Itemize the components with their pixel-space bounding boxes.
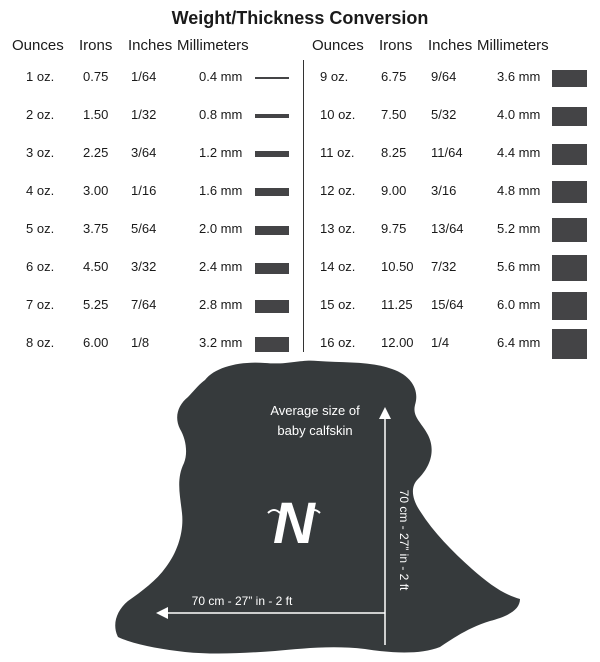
width-label: 70 cm - 27” in - 2 ft	[191, 594, 293, 608]
row-2-irons: 1.50	[83, 107, 109, 122]
row-15-mm: 6.0 mm	[497, 297, 541, 312]
row-3-oz: 3 oz.	[26, 145, 55, 160]
row-14-inches: 7/32	[431, 259, 457, 274]
thickness-bar-row-6	[255, 263, 289, 274]
row-13-inches: 13/64	[431, 221, 464, 236]
row-10-mm: 4.0 mm	[497, 107, 541, 122]
row-10-oz: 10 oz.	[320, 107, 356, 122]
column-divider	[303, 60, 304, 352]
row-1-inches: 1/64	[131, 69, 157, 84]
row-3-mm: 1.2 mm	[199, 145, 243, 160]
row-11-inches: 11/64	[431, 145, 463, 160]
row-5-oz: 5 oz.	[26, 221, 55, 236]
row-16-inches: 1/4	[431, 335, 450, 350]
row-16-irons: 12.00	[381, 335, 414, 350]
row-11-mm: 4.4 mm	[497, 145, 541, 160]
hide-caption-line1: Average size of	[270, 403, 360, 418]
header-inches-right: Inches	[428, 37, 473, 54]
row-13-irons: 9.75	[381, 221, 407, 236]
row-7-oz: 7 oz.	[26, 297, 55, 312]
row-16-mm: 6.4 mm	[497, 335, 541, 350]
row-15-oz: 15 oz.	[320, 297, 356, 312]
row-1-oz: 1 oz.	[26, 69, 55, 84]
row-7-irons: 5.25	[83, 297, 109, 312]
thickness-bar-row-15	[552, 292, 587, 320]
row-4-oz: 4 oz.	[26, 183, 55, 198]
row-1-mm: 0.4 mm	[199, 69, 243, 84]
row-2-oz: 2 oz.	[26, 107, 55, 122]
header-irons-left: Irons	[79, 37, 113, 54]
thickness-bar-row-10	[552, 107, 587, 126]
row-11-oz: 11 oz.	[320, 145, 355, 160]
header-irons-right: Irons	[379, 37, 413, 54]
row-8-irons: 6.00	[83, 335, 109, 350]
row-13-mm: 5.2 mm	[497, 221, 541, 236]
thickness-bar-row-14	[552, 255, 587, 281]
height-label: 70 cm - 27” in - 2 ft	[397, 489, 411, 591]
calfskin-svg	[0, 355, 600, 657]
thickness-bar-row-1	[255, 77, 289, 79]
thickness-bar-row-12	[552, 181, 587, 203]
brand-logo-letter: N	[273, 491, 315, 556]
thickness-bar-row-4	[255, 188, 289, 196]
row-11-irons: 8.25	[381, 145, 407, 160]
row-8-oz: 8 oz.	[26, 335, 55, 350]
row-5-mm: 2.0 mm	[199, 221, 243, 236]
row-10-inches: 5/32	[431, 107, 457, 122]
row-9-mm: 3.6 mm	[497, 69, 541, 84]
row-9-inches: 9/64	[431, 69, 457, 84]
row-6-mm: 2.4 mm	[199, 259, 243, 274]
row-14-oz: 14 oz.	[320, 259, 356, 274]
row-12-oz: 12 oz.	[320, 183, 356, 198]
row-15-inches: 15/64	[431, 297, 464, 312]
thickness-bar-row-3	[255, 151, 289, 157]
page-title: Weight/Thickness Conversion	[171, 8, 429, 28]
row-13-oz: 13 oz.	[320, 221, 356, 236]
hide-caption-line2: baby calfskin	[277, 423, 353, 438]
thickness-bar-row-13	[552, 218, 587, 242]
header-ounces-right: Ounces	[312, 37, 364, 54]
row-6-irons: 4.50	[83, 259, 109, 274]
thickness-bar-row-5	[255, 226, 289, 235]
thickness-bar-row-11	[552, 144, 587, 165]
row-4-mm: 1.6 mm	[199, 183, 243, 198]
brand-logo-icon	[268, 491, 320, 556]
row-14-mm: 5.6 mm	[497, 259, 541, 274]
row-12-inches: 3/16	[431, 183, 457, 198]
calfskin-illustration	[0, 355, 600, 657]
thickness-bar-row-8	[255, 337, 289, 352]
row-12-mm: 4.8 mm	[497, 183, 541, 198]
row-4-inches: 1/16	[131, 183, 157, 198]
header-ounces-left: Ounces	[12, 37, 64, 54]
thickness-bar-row-7	[255, 300, 289, 313]
row-7-mm: 2.8 mm	[199, 297, 243, 312]
row-2-mm: 0.8 mm	[199, 107, 243, 122]
row-12-irons: 9.00	[381, 183, 407, 198]
row-10-irons: 7.50	[381, 107, 407, 122]
row-16-oz: 16 oz.	[320, 335, 356, 350]
row-5-inches: 5/64	[131, 221, 157, 236]
row-6-inches: 3/32	[131, 259, 157, 274]
row-9-irons: 6.75	[381, 69, 407, 84]
row-5-irons: 3.75	[83, 221, 109, 236]
row-7-inches: 7/64	[131, 297, 157, 312]
row-4-irons: 3.00	[83, 183, 109, 198]
thickness-bar-row-9	[552, 70, 587, 87]
header-inches-left: Inches	[128, 37, 173, 54]
header-millimeters-left: Millimeters	[177, 37, 249, 54]
row-2-inches: 1/32	[131, 107, 157, 122]
row-1-irons: 0.75	[83, 69, 109, 84]
row-15-irons: 11.25	[381, 297, 413, 312]
thickness-bar-row-2	[255, 114, 289, 118]
header-millimeters-right: Millimeters	[477, 37, 549, 54]
row-8-inches: 1/8	[131, 335, 150, 350]
row-14-irons: 10.50	[381, 259, 414, 274]
row-3-inches: 3/64	[131, 145, 157, 160]
row-6-oz: 6 oz.	[26, 259, 55, 274]
row-9-oz: 9 oz.	[320, 69, 349, 84]
row-8-mm: 3.2 mm	[199, 335, 243, 350]
row-3-irons: 2.25	[83, 145, 109, 160]
